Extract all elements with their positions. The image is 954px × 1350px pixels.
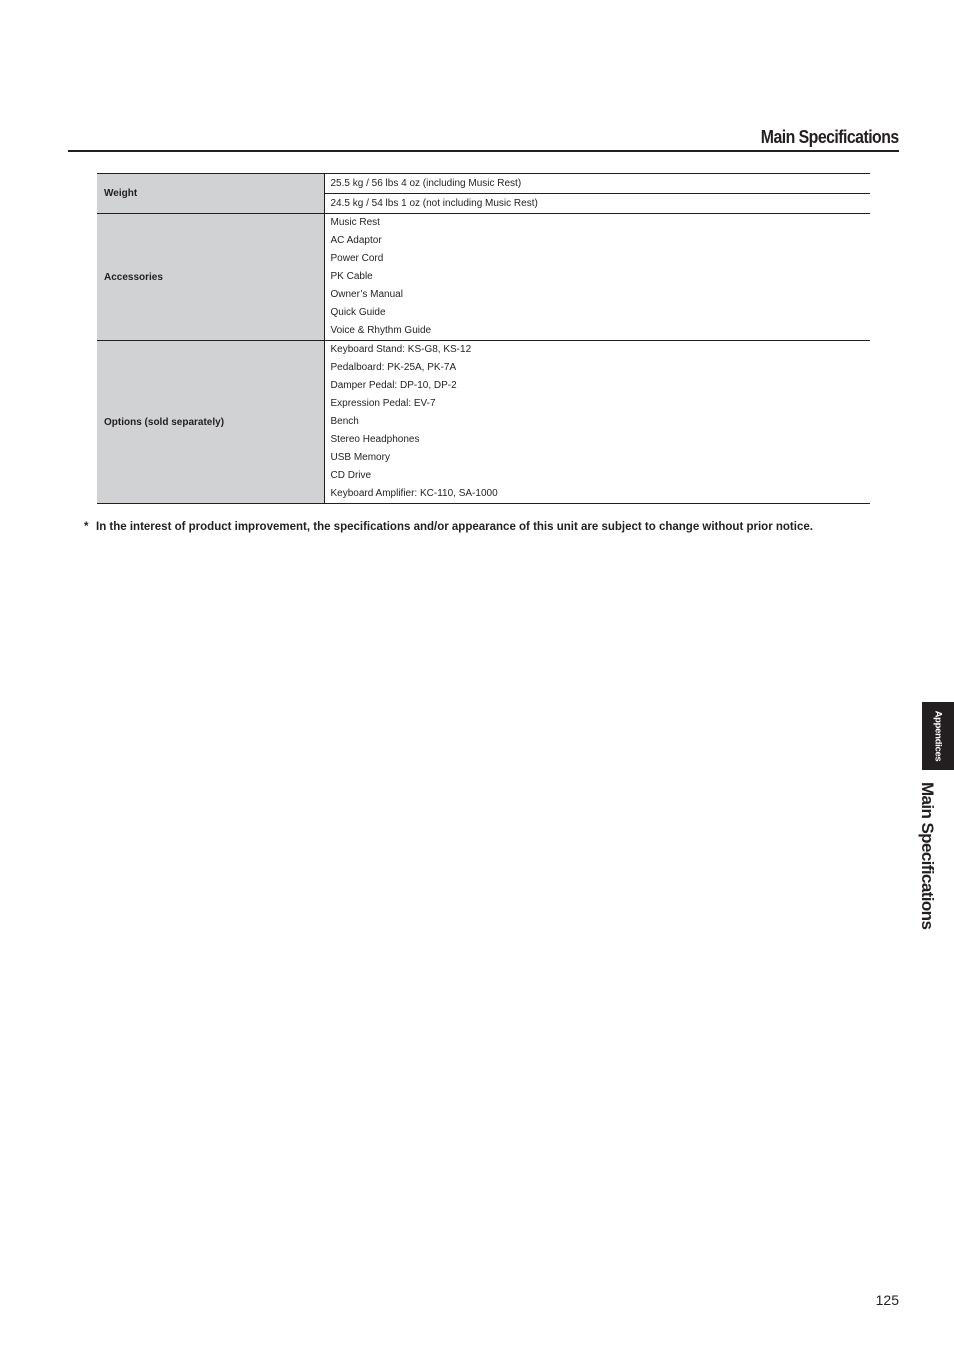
- option-item: Damper Pedal: DP-10, DP-2: [330, 380, 457, 391]
- accessory-item: Music Rest: [330, 217, 380, 228]
- footnote-text: In the interest of product improvement, the specifications and/or appearance of this unit are subject to change without prior notice.: [96, 521, 813, 533]
- row-values-accessories: [324, 214, 870, 341]
- option-item: Pedalboard: PK-25A, PK-7A: [330, 362, 457, 373]
- specifications-table: [97, 173, 870, 504]
- row-label-weight: Weight: [97, 174, 324, 214]
- row-label-accessories: Accessories: [97, 214, 324, 341]
- accessory-item: Quick Guide: [330, 307, 386, 318]
- accessory-item: Power Cord: [330, 253, 384, 264]
- footnote: [84, 521, 813, 533]
- accessory-item: PK Cable: [330, 271, 373, 282]
- side-title-text: Main Specifications: [918, 782, 937, 930]
- table-row-weight: [97, 174, 870, 214]
- row-label-options: Options (sold separately): [97, 341, 324, 504]
- row-values-options: [324, 341, 870, 504]
- accessory-item: Owner’s Manual: [330, 289, 403, 300]
- page-title: Main Specifications: [761, 127, 899, 147]
- side-tab-label: Appendices: [932, 710, 944, 762]
- table-row-accessories: [97, 214, 870, 341]
- page-header: [68, 126, 899, 152]
- option-item: Bench: [330, 416, 359, 427]
- page-number: 125: [875, 1292, 899, 1308]
- option-item: Stereo Headphones: [330, 434, 420, 445]
- option-item: Expression Pedal: EV-7: [330, 398, 436, 409]
- row-values-weight: [324, 174, 870, 214]
- weight-value: 24.5 kg / 54 lbs 1 oz (not including Music Rest): [330, 198, 538, 209]
- table-row-options: [97, 341, 870, 504]
- option-item: CD Drive: [330, 470, 372, 481]
- footnote-marker: *: [84, 521, 89, 533]
- accessory-item: AC Adaptor: [330, 235, 382, 246]
- side-title: [914, 782, 940, 930]
- option-item: USB Memory: [330, 452, 390, 463]
- side-tab-appendices[interactable]: [922, 702, 954, 770]
- weight-value: 25.5 kg / 56 lbs 4 oz (including Music Rest): [330, 178, 522, 189]
- option-item: Keyboard Stand: KS-G8, KS-12: [330, 344, 472, 355]
- accessory-item: Voice & Rhythm Guide: [330, 325, 432, 336]
- option-item: Keyboard Amplifier: KC-110, SA-1000: [330, 488, 498, 499]
